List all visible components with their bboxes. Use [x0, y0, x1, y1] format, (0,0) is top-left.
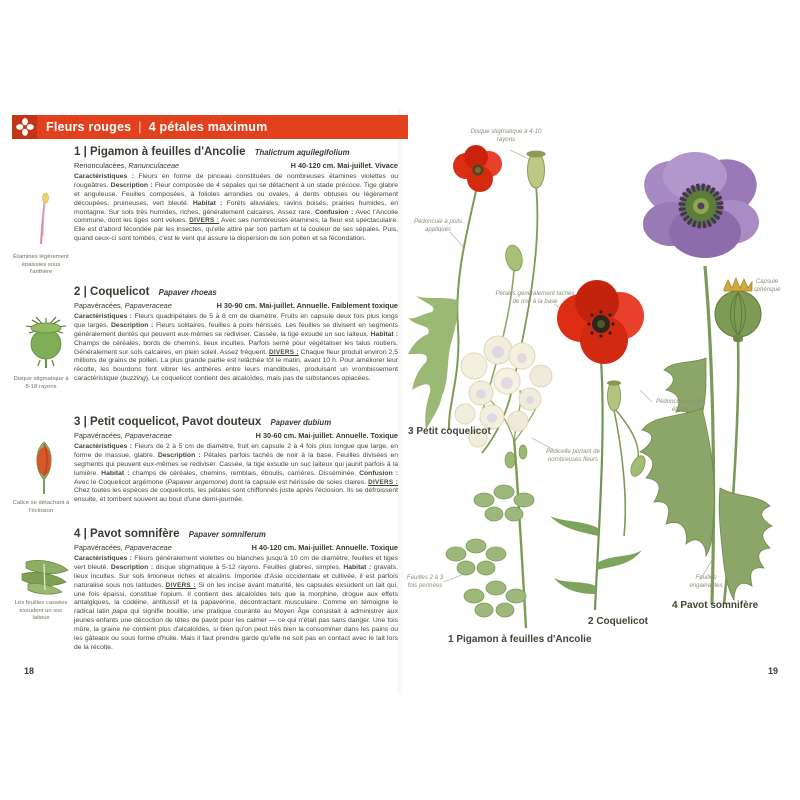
body-text: Fleur composée de 4 sépales qui se détachent à un stade précoce. Tige glabre et anguleuse. Feuilles composées, à folioles arrondies ou ovales, à dents obtuses ou légèrement découpées, pruineuses, vert bleuté. [74, 181, 398, 207]
illustration-pigamon [446, 336, 552, 628]
annotation-black-petal-base: Pétales généralement tachés de noir à la base [495, 290, 575, 305]
annotation-spreading-hairs: Pédoncule à poils étalés [655, 398, 705, 413]
entry-latin-name: Papaver rhoeas [158, 288, 217, 297]
body-keyword: Caractéristiques : [74, 442, 133, 450]
banner-title-main: Fleurs rouges [46, 120, 132, 134]
entry-pigamon [74, 146, 398, 251]
body-text: Avec le Coquelicot argémone ( [74, 478, 168, 486]
stamen-icon [34, 192, 56, 250]
body-text: Fleurs quadripétales de 5 à 8 cm de diamètre. Fruits en capsule deux fois plus longs que larges. [74, 312, 399, 329]
body-keyword: Habitat : [192, 199, 223, 207]
body-text: Chaque fleur produit environ 2,5 millions de grains de pollen. La plus grande partie est relâchée tôt le matin, avant 10 h. Pour améliorer leur récolte, les bourdons font vibrer les anthères entre leurs mandibules, produisant un vrombissement caractéristique ( [74, 348, 398, 383]
body-keyword: Confusion : [359, 469, 398, 477]
family-latin: Ranunculaceae [128, 160, 180, 170]
body-keyword: Habitat : [370, 330, 398, 338]
entry-family [74, 543, 172, 552]
entry-family [74, 161, 179, 170]
annotation-pinnate-leaves: Feuilles 2 à 3 fois pennées [406, 574, 444, 589]
body-text: Avec ses nombreuses étamines, la fleur est spectaculaire. Elle est d'abord fécondée par les insectes, qu'elle attire par son parfum et la couleur de ses sépales. Puis, quand ceux-ci sont tombés, c'est le vent qui assure la dispersion de son pollen et sa fécondation. [74, 217, 398, 243]
entry-pavot-somnifere [74, 528, 398, 660]
body-text: Pétales parfois tachés de noir à la base. Feuilles divisées en segments qui peuvent eux-mêmes se rediviser. Cassée, la tige exsude un suc laiteux qui jaunit parfois à la lumière. [74, 451, 399, 477]
annotation-many-flowers-pedicel: Pédicelle portant de nombreuses fleurs [546, 448, 600, 463]
opening-bud-icon [30, 438, 58, 496]
entry-meta [74, 301, 398, 310]
body-keyword: Description : [111, 321, 154, 329]
annotation-spherical-capsule: Capsule sphérique [753, 278, 781, 293]
body-keyword: Description : [110, 563, 154, 571]
entry-name: Petit coquelicot, Pavot douteux [90, 416, 262, 428]
entry-meta [74, 161, 398, 170]
banner-separator: | [138, 120, 142, 134]
body-text: disque stigmatique à 5-12 rayons. Feuilles glabres, simples. [153, 563, 344, 571]
entry-number: 2 | [74, 286, 87, 298]
body-keyword: Caractéristiques : [74, 312, 133, 320]
body-text: Avec l'Ancolie commune, dont les tiges sont velues. [74, 208, 398, 225]
family-french: Papavéracées, [74, 430, 123, 440]
body-text: Fleurs en forme de pinceau constituées de nombreuses étamines violettes ou rougeâtres. [74, 172, 398, 189]
caption-pavot-somnifere: 4 Pavot somnifère [672, 600, 759, 611]
entry-coquelicot [74, 286, 398, 391]
illustration-coquelicot [550, 280, 648, 610]
body-text: champs de céréales, chemins, remblais, éboulis, carrières. Disséminée. [129, 469, 360, 477]
body-keyword: Habitat : [101, 469, 130, 477]
entry-family [74, 301, 172, 310]
body-text: ) dont la capsule est hérissée de soies claires. [225, 478, 369, 486]
page-number-left: 18 [24, 666, 35, 676]
body-text: Fleurs solitaires, feuilles à poils hérissés. Les feuilles se divisent en segments généralement dentés qui peuvent eux-mêmes se rediviser. Cassée, la tige exsude un suc laiteux. [74, 321, 398, 338]
entry-number: 4 | [74, 528, 87, 540]
entry-meta [74, 543, 398, 552]
body-text: ). Le coquelicot contient des alcaloïdes, mais pas de substances opiacées. [145, 375, 371, 383]
body-text: Si on les incise avant maturité, les capsules exsudent un lait qui, une fois épaissi, constitue l'opium. Il contient des alcaloïdes tels que la morphine, drogue aux effets antalgiques, la codéine, antitussif et la papavérine, décontractant musculaire. Comme en témoigne le radical latin [74, 581, 398, 616]
body-text: Fleurs généralement violettes ou blanches jusqu'à 10 cm de diamètre, feuilles et tiges vert bleuté. [74, 554, 398, 571]
entry-body [74, 173, 398, 245]
entry-petit-coquelicot [74, 416, 398, 512]
milky-leaves-icon [18, 556, 72, 596]
entry-latin-name: Papaver dubium [270, 418, 332, 427]
body-keyword: DIVERS : [165, 581, 196, 589]
body-keyword: Description : [110, 181, 153, 189]
entry-info: H 30-90 cm. Mai-juillet. Annuelle. Faiblement toxique [216, 300, 398, 310]
body-text: Champs de céréales, bords de chemins, lieux incultes. Parfois semé pour végétaliser les talus routiers. Généralement sur sols calcaires, en plein soleil. Assez fréquent. [74, 339, 398, 356]
entry-body [74, 555, 398, 654]
poppy-capsule-icon [22, 314, 70, 370]
caption-coquelicot: 2 Coquelicot [588, 616, 649, 627]
entry-body [74, 313, 398, 385]
left-page [10, 108, 402, 694]
entry-body [74, 443, 398, 506]
body-keyword: Caractéristiques : [74, 172, 135, 180]
body-keyword: Description : [157, 451, 201, 459]
entry-number: 3 | [74, 416, 87, 428]
somnifere-flower [636, 152, 763, 258]
body-text: Fleurs de 2 à 5 cm de diamètre, fruit en capsule 2 à 4 fois plus longue que large, en forme de massue, glabre. [74, 442, 398, 459]
entry-latin-name: Thalictrum aquilegifolium [254, 148, 350, 157]
entry-family [74, 431, 172, 440]
margin-caption: Étamines légèrement épaissies sous l'anthère [13, 254, 69, 276]
entry-meta [74, 431, 398, 440]
body-text: Papaver argemone [167, 478, 226, 486]
body-keyword: DIVERS : [269, 348, 299, 356]
body-keyword: Caractéristiques : [74, 554, 132, 562]
family-latin: Papaveraceae [124, 300, 172, 310]
entry-title [74, 146, 398, 159]
banner-subtitle: 4 pétales maximum [148, 120, 268, 134]
body-keyword: DIVERS : [189, 217, 220, 225]
banner-title [46, 115, 267, 139]
book-spread [0, 108, 800, 694]
margin-caption: Calice se détachant à l'éclosion [12, 500, 70, 514]
right-page [402, 108, 790, 694]
body-keyword: Confusion : [314, 208, 354, 216]
margin-caption: Disque stigmatique à 8-18 rayons [13, 376, 69, 390]
annotation-appressed-hairs: Pédoncule à poils appliqués [413, 218, 463, 233]
entry-title [74, 416, 398, 429]
entry-name: Pavot somnifère [90, 528, 180, 540]
caption-pigamon: 1 Pigamon à feuilles d'Ancolie [448, 634, 592, 645]
illustration-pavot-somnifere [636, 152, 772, 604]
body-text: Chez toutes les espèces de coquelicots, les pétales sont chiffonnés juste après l'éclosion. Ils se défroissent ensuite, et tombent souvent au bout d'une demi-journée. [74, 487, 398, 504]
somnifere-leaves [640, 358, 772, 600]
entry-title [74, 286, 398, 299]
family-latin: Papaveraceae [124, 542, 172, 552]
four-petal-flower-icon [16, 118, 34, 136]
family-french: Papavéracées, [74, 300, 123, 310]
body-keyword: DIVERS : [368, 478, 398, 486]
entry-info: H 30-60 cm. Mai-juillet. Annuelle. Toxique [255, 430, 398, 440]
entry-info: H 40-120 cm. Mai-juillet. Vivace [290, 160, 398, 170]
family-french: Renonculacées, [74, 160, 127, 170]
body-text: gravats, lieux incultes. Sur sols limoneux riches et alcalins. Importée d'Asie occidentale et cultivée, il est parfois naturalisé sous nos latitudes. [74, 563, 398, 589]
family-french: Papavéracées, [74, 542, 123, 552]
body-text: qui signifie bouillie, une pratique courante au Moyen Âge consistait à administrer aux jeunes enfants une décoction de têtes de pavot pour les calmer — ce qui n'était pas sans danger. Une fois mûre, la graine ne contient plus d'alcaloïdes, si bien qu'on peut très bien la consommer dans les pains ou les gâteaux ou sous forme d'huile. Mais il faut prendre garde qu'elle ne soit pas en contact avec le lait lors de la récolte. [74, 608, 398, 652]
family-latin: Papaveraceae [124, 430, 172, 440]
caption-petit-coquelicot: 3 Petit coquelicot [408, 426, 491, 437]
entry-number: 1 | [74, 146, 87, 158]
annotation-stigmatic-disc: Disque stigmatique à 4-10 rayons [470, 128, 542, 143]
entry-latin-name: Papaver somniferum [188, 530, 266, 539]
entry-info: H 40-120 cm. Mai-juillet. Annuelle. Toxique [251, 542, 398, 552]
page-number-right: 19 [767, 666, 778, 676]
entry-name: Pigamon à feuilles d'Ancolie [90, 146, 246, 158]
body-text: Forêts alluviales, ravins boisés, prairies humides, en montagne. Sur sols très humides, riches, généralement calcaires. Assez rare. [74, 199, 398, 216]
margin-caption: Les feuilles cassées exsudent un suc laiteux [14, 600, 68, 622]
body-text: papa [112, 608, 128, 616]
body-keyword: Habitat : [343, 563, 372, 571]
chapter-banner [12, 115, 408, 139]
body-text: buzzing [122, 375, 146, 383]
entry-name: Coquelicot [90, 286, 150, 298]
banner-icon-square [12, 115, 37, 139]
annotation-sheathing-leaves: Feuilles engainantes [689, 574, 723, 589]
entry-title [74, 528, 398, 541]
